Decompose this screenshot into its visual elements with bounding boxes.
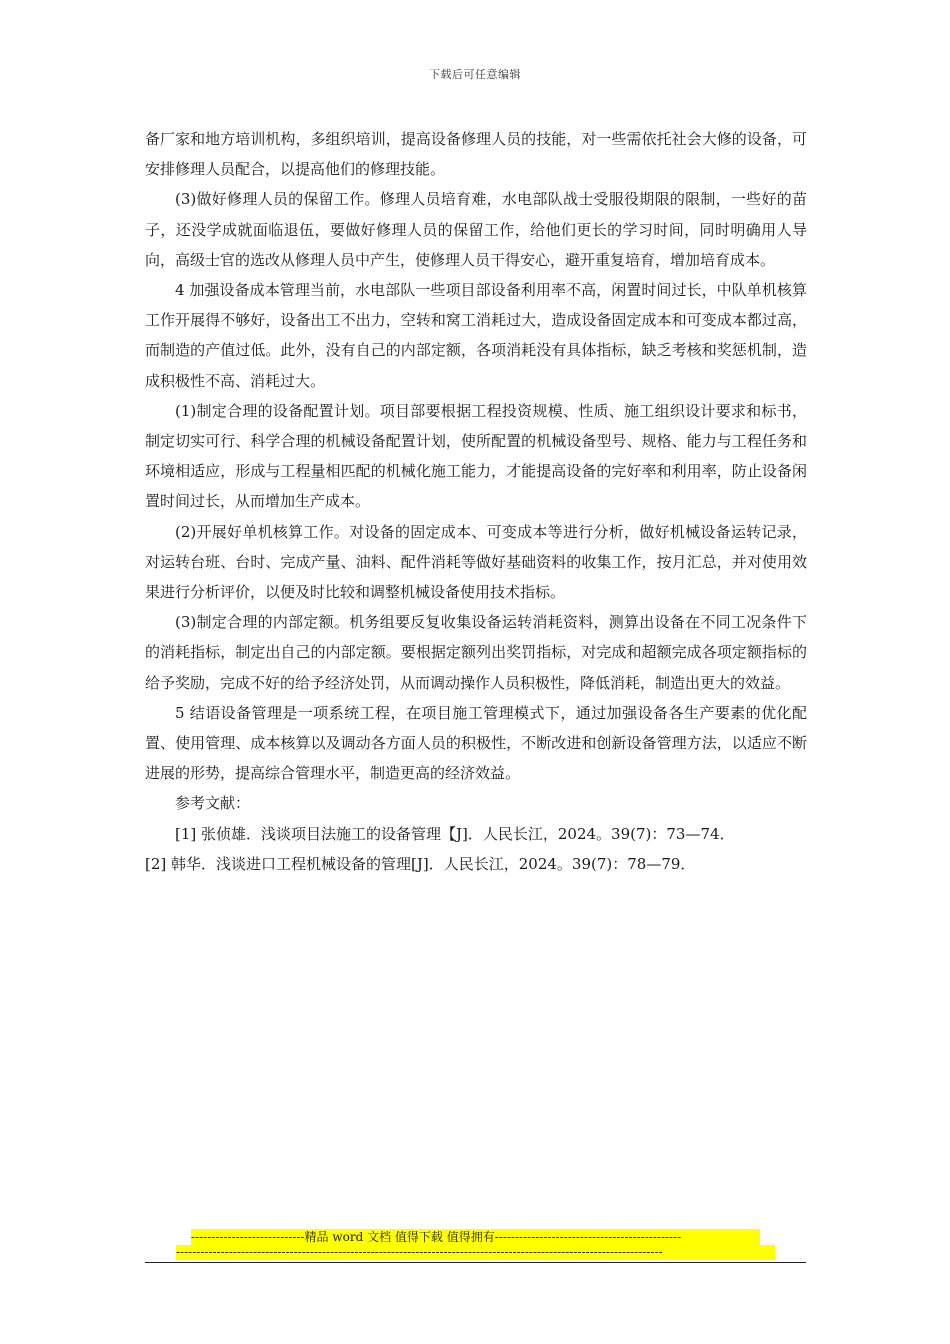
references-heading: 参考文献： — [175, 794, 251, 813]
paragraph-cost-management: 4 加强设备成本管理当前，水电部队一些项目部设备利用率不高，闲置时间过长，中队单机核算工作开展得不够好，设备出工不出力，空转和窝工消耗过大，造成设备固定成本和可变成本都过高，而制造的产值过低。此外，没有自己的内部定额，各项消耗没有具体指标，缺乏考核和奖惩机制，造成积极性不高、消耗过大。 — [145, 281, 807, 390]
reference-item: [2] 韩华．浅谈进口工程机械设备的管理[J]．人民长江，2024。39(7)：78—79． — [145, 854, 696, 873]
footer-banner: ----------------------------精品 word 文档 值得下载 值得拥有---------------------------------------------- — [191, 1229, 760, 1245]
paragraph-configuration-plan: (1)制定合理的设备配置计划。项目部要根据工程投资规模、性质、施工组织设计要求和标书，制定切实可行、科学合理的机械设备配置计划，使所配置的机械设备型号、规格、能力与工程任务和环境相适应，形成与工程量相匹配的机械化施工能力，才能提高设备的完好率和利用率，防止设备闲置时间过长，从而增加生产成本。 — [145, 401, 807, 511]
paragraph-training-continued: 备厂家和地方培训机构，多组织培训，提高设备修理人员的技能，对一些需依托社会大修的设备，可安排修理人员配合，以提高他们的修理技能。 — [145, 130, 807, 179]
paragraph-unit-accounting: (2)开展好单机核算工作。对设备的固定成本、可变成本等进行分析，做好机械设备运转记录，对运转台班、台时、完成产量、油料、配件消耗等做好基础资料的收集工作，按月汇总，并对使用效果进行分析评价，以便及时比较和调整机械设备使用技术指标。 — [145, 522, 807, 602]
paragraph-conclusion: 5 结语设备管理是一项系统工程，在项目施工管理模式下，通过加强设备各生产要素的优化配置、使用管理、成本核算以及调动各方面人员的积极性，不断改进和创新设备管理方法，以适应不断进展的形势，提高综合管理水平，制造更高的经济效益。 — [145, 703, 807, 783]
page-header: 下载后可任意编辑 — [429, 68, 521, 81]
paragraph-retention: (3)做好修理人员的保留工作。修理人员培育难，水电部队战士受服役期限的限制，一些好的苗子，还没学成就面临退伍，要做好修理人员的保留工作，给他们更长的学习时间，同时明确用人导向，高级士官的选改从修理人员中产生，使修理人员干得安心，避开重复培育，增加培育成本。 — [145, 190, 807, 269]
footer-divider — [145, 1262, 806, 1263]
footer-dash-line: ------------------------------------------------------------------------------------------------------------------------ — [176, 1245, 775, 1260]
document-body — [145, 124, 807, 879]
paragraph-internal-quota: (3)制定合理的内部定额。机务组要反复收集设备运转消耗资料，测算出设备在不同工况条件下的消耗指标，制定出自己的内部定额。要根据定额列出奖罚指标，对完成和超额完成各项定额指标的给予奖励，完成不好的给予经济处罚，从而调动操作人员积极性，降低消耗，制造出更大的效益。 — [145, 613, 807, 692]
reference-item: [1] 张侦雄．浅谈项目法施工的设备管理【J]．人民长江，2024。39(7)：73—74． — [175, 824, 735, 843]
